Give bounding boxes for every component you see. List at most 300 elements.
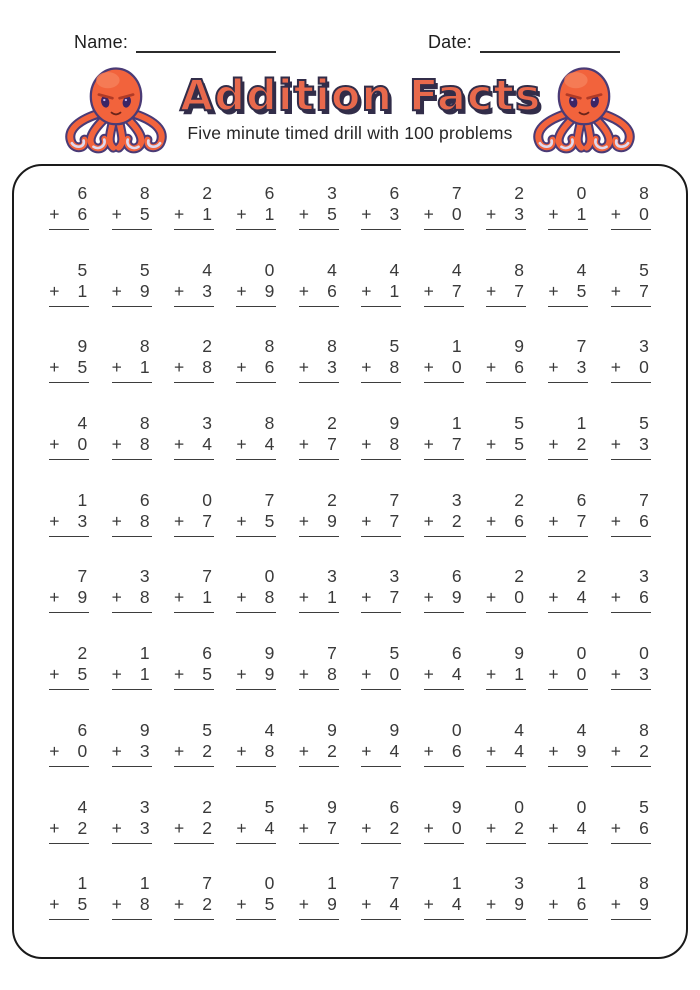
- plus-sign: +: [361, 280, 372, 301]
- answer-line[interactable]: [611, 843, 651, 844]
- problem-block: [49, 797, 89, 844]
- plus-sign: +: [111, 280, 122, 301]
- addend-bottom-row: [112, 818, 152, 839]
- addend-bottom: 8: [327, 664, 337, 685]
- addend-bottom: 5: [139, 204, 150, 224]
- answer-line[interactable]: [236, 382, 276, 383]
- addend-bottom: 5: [77, 894, 88, 915]
- addend-top: 9: [327, 719, 337, 740]
- plus-sign: +: [610, 510, 622, 531]
- answer-line[interactable]: [424, 843, 464, 844]
- problem-cell: [288, 711, 350, 788]
- answer-line[interactable]: [361, 306, 401, 307]
- addend-top: 8: [139, 183, 150, 203]
- problem-cell: [537, 174, 599, 251]
- answer-line[interactable]: [424, 919, 464, 920]
- addend-bottom-row: [611, 434, 651, 455]
- answer-line[interactable]: [112, 689, 152, 690]
- problem-cell: [412, 251, 474, 328]
- answer-line[interactable]: [548, 229, 588, 230]
- problem-block: [424, 873, 464, 920]
- addend-top: 4: [576, 259, 587, 280]
- plus-sign: +: [485, 894, 497, 915]
- answer-line[interactable]: [299, 843, 339, 844]
- answer-line[interactable]: [174, 382, 214, 383]
- answer-line[interactable]: [361, 612, 401, 613]
- answer-line[interactable]: [49, 689, 89, 690]
- problem-block: [424, 413, 464, 460]
- addend-bottom: 0: [451, 357, 462, 378]
- addend-top: 1: [576, 873, 587, 894]
- addend-bottom: 3: [639, 434, 649, 455]
- answer-line[interactable]: [486, 306, 526, 307]
- answer-line[interactable]: [174, 459, 214, 460]
- answer-line[interactable]: [548, 382, 588, 383]
- answer-line[interactable]: [236, 536, 276, 537]
- addend-top: 0: [264, 259, 275, 280]
- answer-line[interactable]: [112, 766, 152, 767]
- answer-line[interactable]: [361, 843, 401, 844]
- plus-sign: +: [298, 510, 310, 531]
- problem-cell: [475, 327, 537, 404]
- problem-block: [49, 336, 89, 383]
- problem-cell: [350, 557, 412, 634]
- answer-line[interactable]: [361, 919, 401, 920]
- plus-sign: +: [236, 510, 247, 531]
- answer-line[interactable]: [611, 766, 651, 767]
- addend-top: 8: [514, 259, 524, 280]
- answer-line[interactable]: [486, 229, 526, 230]
- addend-bottom: 8: [202, 357, 212, 378]
- answer-line[interactable]: [299, 689, 339, 690]
- answer-line[interactable]: [548, 919, 588, 920]
- problem-cell: [537, 864, 599, 941]
- addend-bottom: 4: [451, 894, 462, 915]
- answer-line[interactable]: [548, 459, 588, 460]
- problem-cell: [412, 481, 474, 558]
- answer-line[interactable]: [486, 459, 526, 460]
- addend-bottom: 6: [327, 280, 337, 301]
- answer-line[interactable]: [486, 919, 526, 920]
- addend-bottom-row: [424, 281, 464, 302]
- addend-top: 0: [264, 873, 275, 894]
- addend-top: 4: [514, 719, 524, 740]
- addend-bottom: 2: [639, 740, 649, 761]
- problem-block: [236, 566, 276, 613]
- plus-sign: +: [236, 664, 247, 685]
- problem-block: [548, 797, 588, 844]
- plus-sign: +: [111, 817, 122, 838]
- addend-top: 1: [327, 873, 337, 894]
- answer-line[interactable]: [361, 536, 401, 537]
- problem-block: [486, 260, 526, 307]
- addend-bottom-row: [174, 587, 214, 608]
- addend-bottom-row: [548, 281, 588, 302]
- answer-line[interactable]: [112, 306, 152, 307]
- problem-cell: [537, 481, 599, 558]
- problem-block: [299, 797, 339, 844]
- answer-line[interactable]: [236, 306, 276, 307]
- answer-line[interactable]: [611, 306, 651, 307]
- addend-top: 8: [639, 719, 649, 740]
- answer-line[interactable]: [236, 229, 276, 230]
- addend-bottom: 2: [202, 817, 212, 838]
- addend-top: 9: [514, 643, 524, 664]
- addend-bottom: 7: [327, 817, 337, 838]
- answer-line[interactable]: [611, 229, 651, 230]
- answer-line[interactable]: [611, 612, 651, 613]
- plus-sign: +: [610, 280, 622, 301]
- plus-sign: +: [298, 280, 310, 301]
- problem-cell: [288, 557, 350, 634]
- problem-cell: [350, 174, 412, 251]
- addend-bottom: 3: [327, 357, 337, 378]
- addend-bottom-row: [548, 204, 588, 225]
- addend-top: 7: [451, 183, 462, 203]
- addend-bottom: 5: [202, 664, 212, 685]
- answer-line[interactable]: [299, 229, 339, 230]
- addend-top: 6: [139, 489, 150, 510]
- addend-bottom-row: [486, 894, 526, 915]
- answer-line[interactable]: [112, 459, 152, 460]
- plus-sign: +: [361, 357, 372, 378]
- addend-bottom-row: [486, 357, 526, 378]
- addend-top: 0: [264, 566, 275, 587]
- answer-line[interactable]: [174, 536, 214, 537]
- addend-bottom-row: [611, 281, 651, 302]
- addend-bottom-row: [424, 894, 464, 915]
- answer-line[interactable]: [424, 382, 464, 383]
- addend-bottom-row: [299, 357, 339, 378]
- addend-bottom-row: [486, 741, 526, 762]
- addend-bottom-row: [236, 204, 276, 225]
- answer-line[interactable]: [611, 536, 651, 537]
- addend-bottom: 4: [389, 894, 400, 915]
- addend-bottom-row: [424, 587, 464, 608]
- addend-top: 2: [327, 489, 337, 510]
- addend-bottom-row: [299, 511, 339, 532]
- addend-top: 8: [139, 413, 150, 434]
- addend-top: 6: [576, 489, 587, 510]
- plus-sign: +: [298, 587, 310, 608]
- addend-top: 0: [639, 643, 649, 664]
- plus-sign: +: [423, 510, 434, 531]
- answer-line[interactable]: [236, 689, 276, 690]
- addend-bottom: 4: [576, 587, 587, 608]
- answer-line[interactable]: [548, 306, 588, 307]
- problem-block: [548, 643, 588, 690]
- answer-line[interactable]: [49, 919, 89, 920]
- answer-line[interactable]: [49, 612, 89, 613]
- problem-cell: [288, 634, 350, 711]
- answer-line[interactable]: [361, 459, 401, 460]
- addend-bottom: 7: [514, 280, 524, 301]
- addend-bottom-row: [361, 281, 401, 302]
- problem-block: [49, 566, 89, 613]
- answer-line[interactable]: [236, 612, 276, 613]
- addend-bottom-row: [361, 664, 401, 685]
- addend-bottom: 7: [639, 280, 649, 301]
- plus-sign: +: [111, 204, 122, 224]
- problem-cell: [412, 174, 474, 251]
- addend-top: 8: [639, 183, 649, 203]
- problem-cell: [100, 481, 162, 558]
- problem-block: [174, 413, 214, 460]
- problem-block: [174, 643, 214, 690]
- answer-line[interactable]: [424, 536, 464, 537]
- addend-top: 1: [139, 873, 150, 894]
- addend-bottom: 9: [264, 280, 275, 301]
- answer-line[interactable]: [299, 459, 339, 460]
- problem-block: [174, 720, 214, 767]
- answer-line[interactable]: [548, 843, 588, 844]
- problem-cell: [537, 327, 599, 404]
- problem-block: [299, 566, 339, 613]
- problem-cell: [38, 404, 100, 481]
- answer-line[interactable]: [611, 919, 651, 920]
- addend-bottom-row: [548, 511, 588, 532]
- plus-sign: +: [485, 357, 497, 378]
- answer-line[interactable]: [548, 536, 588, 537]
- addend-bottom-row: [361, 204, 401, 225]
- addend-bottom-row: [299, 587, 339, 608]
- problem-cell: [38, 864, 100, 941]
- addend-bottom: 0: [451, 204, 462, 224]
- answer-line[interactable]: [174, 919, 214, 920]
- problem-block: [174, 183, 214, 230]
- answer-line[interactable]: [361, 766, 401, 767]
- answer-line[interactable]: [486, 689, 526, 690]
- addend-bottom: 5: [327, 204, 337, 224]
- answer-line[interactable]: [49, 843, 89, 844]
- addend-top: 0: [514, 796, 524, 817]
- answer-line[interactable]: [236, 766, 276, 767]
- answer-line[interactable]: [299, 612, 339, 613]
- problem-block: [611, 643, 651, 690]
- answer-line[interactable]: [486, 382, 526, 383]
- answer-line[interactable]: [361, 382, 401, 383]
- problem-block: [174, 873, 214, 920]
- addend-bottom: 7: [451, 280, 462, 301]
- answer-line[interactable]: [424, 766, 464, 767]
- problem-cell: [288, 481, 350, 558]
- addend-top: 4: [77, 413, 88, 434]
- addend-bottom: 4: [389, 740, 400, 761]
- name-blank-line[interactable]: [136, 37, 276, 53]
- addend-bottom: 8: [139, 587, 150, 608]
- problem-cell: [475, 711, 537, 788]
- answer-line[interactable]: [236, 843, 276, 844]
- plus-sign: +: [423, 357, 434, 378]
- answer-line[interactable]: [49, 766, 89, 767]
- answer-line[interactable]: [299, 306, 339, 307]
- addend-bottom-row: [174, 664, 214, 685]
- answer-line[interactable]: [299, 766, 339, 767]
- plus-sign: +: [236, 817, 247, 838]
- answer-line[interactable]: [112, 843, 152, 844]
- answer-line[interactable]: [49, 306, 89, 307]
- answer-line[interactable]: [49, 459, 89, 460]
- problem-block: [49, 490, 89, 537]
- addend-top: 3: [639, 566, 649, 587]
- answer-line[interactable]: [611, 689, 651, 690]
- answer-line[interactable]: [49, 382, 89, 383]
- plus-sign: +: [298, 740, 310, 761]
- answer-line[interactable]: [236, 919, 276, 920]
- answer-line[interactable]: [424, 459, 464, 460]
- addend-bottom: 2: [576, 434, 587, 455]
- addend-top: 3: [451, 489, 462, 510]
- addend-top: 1: [77, 489, 88, 510]
- problem-block: [611, 183, 651, 230]
- plus-sign: +: [485, 664, 497, 685]
- answer-line[interactable]: [112, 919, 152, 920]
- addend-bottom-row: [112, 664, 152, 685]
- plus-sign: +: [485, 280, 497, 301]
- problem-cell: [412, 711, 474, 788]
- title-stack: [180, 70, 542, 144]
- plus-sign: +: [610, 587, 622, 608]
- problem-block: [361, 260, 401, 307]
- answer-line[interactable]: [548, 689, 588, 690]
- problem-block: [361, 183, 401, 230]
- answer-line[interactable]: [174, 689, 214, 690]
- addend-bottom-row: [174, 357, 214, 378]
- problem-cell: [100, 788, 162, 865]
- problem-block: [236, 336, 276, 383]
- answer-line[interactable]: [361, 689, 401, 690]
- plus-sign: +: [236, 280, 247, 301]
- addend-bottom-row: [112, 587, 152, 608]
- octopus-icon: [62, 63, 170, 155]
- addend-bottom-row: [611, 204, 651, 225]
- problem-block: [112, 720, 152, 767]
- problem-block: [424, 183, 464, 230]
- plus-sign: +: [111, 510, 122, 531]
- problem-cell: [475, 864, 537, 941]
- answer-line[interactable]: [424, 229, 464, 230]
- plus-sign: +: [236, 434, 247, 455]
- answer-line[interactable]: [486, 536, 526, 537]
- problem-block: [486, 797, 526, 844]
- problem-cell: [600, 327, 662, 404]
- answer-line[interactable]: [611, 459, 651, 460]
- plus-sign: +: [423, 894, 434, 915]
- answer-line[interactable]: [299, 919, 339, 920]
- answer-line[interactable]: [611, 382, 651, 383]
- octopus-icon: [530, 63, 638, 155]
- addend-bottom: 3: [139, 817, 150, 838]
- addend-top: 5: [639, 796, 649, 817]
- plus-sign: +: [236, 204, 247, 224]
- answer-line[interactable]: [424, 306, 464, 307]
- problem-cell: [100, 251, 162, 328]
- addend-top: 5: [77, 259, 88, 280]
- problem-cell: [475, 634, 537, 711]
- answer-line[interactable]: [236, 459, 276, 460]
- answer-line[interactable]: [486, 766, 526, 767]
- addend-top: 8: [639, 873, 649, 894]
- problem-cell: [100, 174, 162, 251]
- answer-line[interactable]: [112, 229, 152, 230]
- addend-bottom-row: [361, 818, 401, 839]
- problem-cell: [225, 711, 287, 788]
- answer-line[interactable]: [299, 382, 339, 383]
- addend-bottom-row: [49, 281, 89, 302]
- addend-bottom-row: [611, 894, 651, 915]
- answer-line[interactable]: [361, 229, 401, 230]
- problem-cell: [475, 788, 537, 865]
- addend-top: 6: [77, 719, 88, 740]
- problem-block: [424, 490, 464, 537]
- problem-block: [174, 797, 214, 844]
- answer-line[interactable]: [174, 306, 214, 307]
- addend-bottom-row: [174, 204, 214, 225]
- problems-grid: [14, 166, 686, 957]
- date-blank-line[interactable]: [480, 37, 620, 53]
- addend-bottom: 5: [576, 280, 587, 301]
- answer-line[interactable]: [486, 843, 526, 844]
- answer-line[interactable]: [174, 612, 214, 613]
- addend-bottom: 2: [77, 817, 88, 838]
- addend-bottom: 6: [639, 587, 649, 608]
- problem-cell: [350, 327, 412, 404]
- answer-line[interactable]: [49, 536, 89, 537]
- problem-block: [299, 643, 339, 690]
- answer-line[interactable]: [299, 536, 339, 537]
- answer-line[interactable]: [174, 229, 214, 230]
- addend-bottom: 0: [77, 434, 88, 455]
- addend-bottom-row: [299, 894, 339, 915]
- answer-line[interactable]: [112, 612, 152, 613]
- plus-sign: +: [298, 894, 310, 915]
- answer-line[interactable]: [112, 536, 152, 537]
- addend-bottom-row: [548, 587, 588, 608]
- answer-line[interactable]: [49, 229, 89, 230]
- plus-sign: +: [49, 740, 60, 761]
- addend-bottom: 6: [639, 817, 649, 838]
- addend-bottom: 9: [327, 510, 337, 531]
- addend-bottom-row: [174, 741, 214, 762]
- addend-top: 7: [264, 489, 275, 510]
- problem-block: [236, 797, 276, 844]
- problem-block: [361, 566, 401, 613]
- problem-cell: [163, 711, 225, 788]
- addend-top: 6: [451, 566, 462, 587]
- addend-bottom-row: [174, 281, 214, 302]
- answer-line[interactable]: [486, 612, 526, 613]
- answer-line[interactable]: [424, 612, 464, 613]
- addend-bottom: 0: [639, 204, 649, 224]
- answer-line[interactable]: [548, 612, 588, 613]
- problem-cell: [288, 864, 350, 941]
- answer-line[interactable]: [174, 843, 214, 844]
- problem-block: [236, 490, 276, 537]
- problem-cell: [288, 327, 350, 404]
- addend-top: 1: [576, 413, 587, 434]
- problem-cell: [225, 788, 287, 865]
- plus-sign: +: [548, 280, 559, 301]
- answer-line[interactable]: [424, 689, 464, 690]
- problem-cell: [225, 327, 287, 404]
- answer-line[interactable]: [548, 766, 588, 767]
- addend-bottom: 6: [514, 357, 524, 378]
- problem-cell: [163, 481, 225, 558]
- answer-line[interactable]: [174, 766, 214, 767]
- answer-line[interactable]: [112, 382, 152, 383]
- addend-bottom: 6: [77, 204, 88, 224]
- problem-block: [611, 413, 651, 460]
